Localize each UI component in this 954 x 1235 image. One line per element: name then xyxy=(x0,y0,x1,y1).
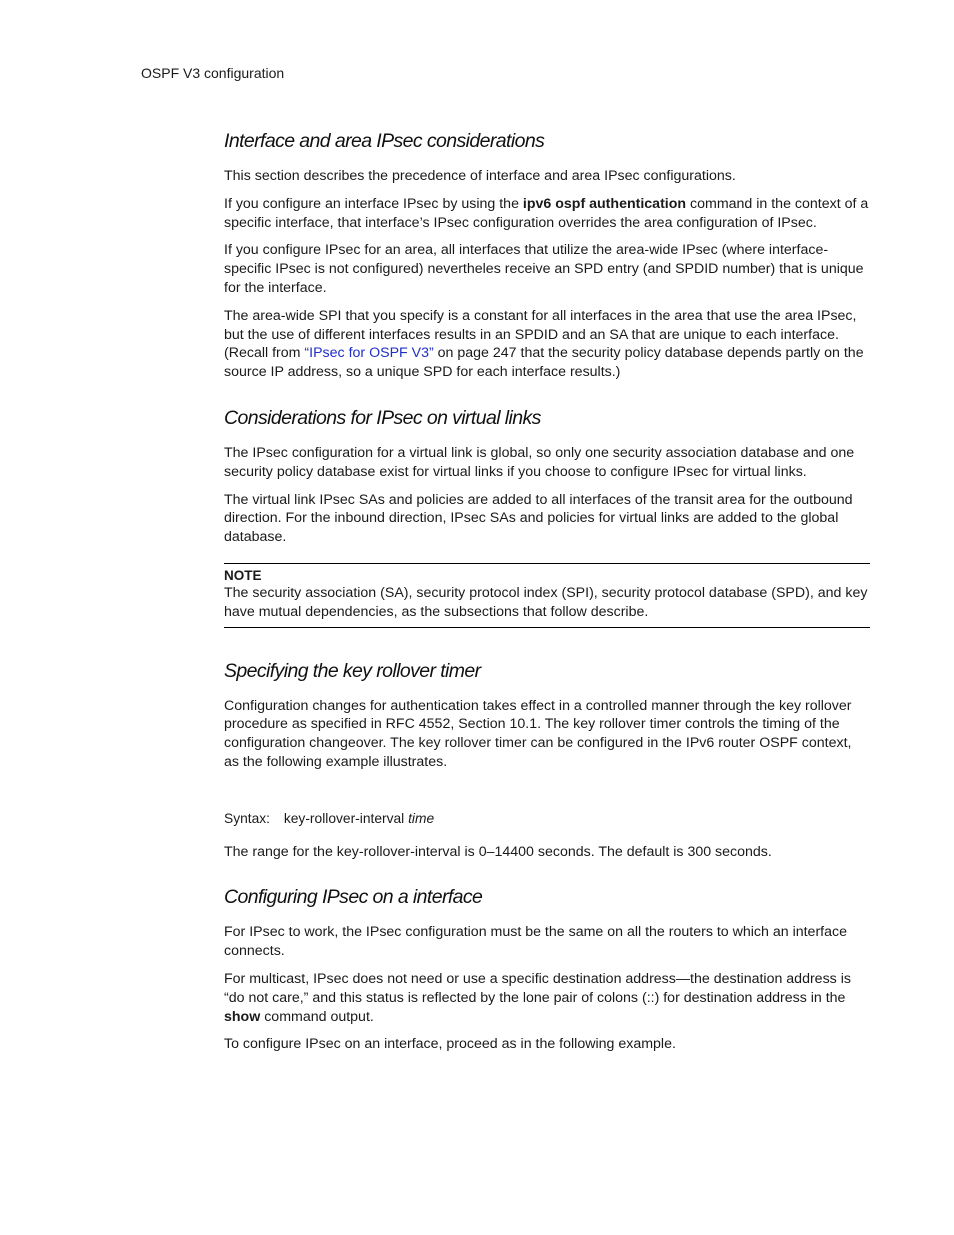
paragraph: To configure IPsec on an interface, proceed as in the following example. xyxy=(224,1036,676,1053)
text-run: The area-wide SPI that you specify is a constant for all interfaces in the area that use the area IPsec, but the use of different interfaces results in an SPDID and an SA that are unique to each interface. (Recall from xyxy=(224,307,857,362)
section-key-rollover-timer xyxy=(224,660,870,862)
syntax-label: Syntax: xyxy=(224,810,271,826)
paragraph: Configuration changes for authentication takes effect in a controlled manner through the key rollover procedure as specified in RFC 4552, Section 10.1. The key rollover timer controls the timing of the configuration changeover. The key rollover timer can be configured in the IPv6 router OSPF context, as the following example illustrates. xyxy=(224,697,852,770)
syntax-argument: time xyxy=(404,810,435,826)
syntax-command: key-rollover-interval xyxy=(283,810,405,826)
section-heading: Considerations for IPsec on virtual links xyxy=(224,406,541,429)
paragraph: For IPsec to work, the IPsec configuration must be the same on all the routers to which an interface connects. xyxy=(224,924,847,960)
paragraph xyxy=(224,307,870,382)
note-box xyxy=(224,563,870,628)
text-run: command in the context of a specific interface, that interface’s IPsec configuration overrides the area configuration of IPsec. xyxy=(224,195,869,231)
paragraph: The virtual link IPsec SAs and policies are added to all interfaces of the transit area for the outbound direction. For the inbound direction, IPsec SAs and policies for virtual links are added to the global database. xyxy=(224,491,853,546)
command-keyword: show xyxy=(224,1008,261,1025)
text-run: command output. xyxy=(260,1008,374,1025)
page-content xyxy=(224,130,870,1063)
paragraph: The IPsec configuration for a virtual link is global, so only one security association database and one security policy database exist for virtual links if you choose to configure IPsec for virtual links. xyxy=(224,444,855,480)
cross-reference-link[interactable]: “IPsec for OSPF V3” xyxy=(304,345,434,362)
text-run: If you configure an interface IPsec by using the xyxy=(224,195,523,212)
paragraph: The range for the key-rollover-interval is 0–14400 seconds. The default is 300 seconds. xyxy=(224,843,772,860)
note-label: NOTE xyxy=(224,567,262,583)
syntax-line xyxy=(224,810,870,829)
text-run: on page 247 that the security policy database depends partly on the source IP address, so a unique SPD for each interface results.) xyxy=(224,345,864,381)
paragraph: This section describes the precedence of interface and area IPsec configurations. xyxy=(224,168,736,184)
command-keyword: ipv6 ospf authentication xyxy=(522,195,687,212)
running-header: OSPF V3 configuration xyxy=(141,65,285,81)
section-configuring-ipsec-interface xyxy=(224,886,870,1054)
section-interface-area-ipsec xyxy=(224,130,870,382)
section-heading: Configuring IPsec on a interface xyxy=(224,886,483,909)
paragraph xyxy=(224,970,870,1026)
note-text: The security association (SA), security protocol index (SPI), security protocol database (SPD), and key have mutual dependencies, as the subsections that follow describe. xyxy=(224,584,868,620)
section-heading: Specifying the key rollover timer xyxy=(224,659,481,682)
section-virtual-links xyxy=(224,407,870,547)
section-heading: Interface and area IPsec considerations xyxy=(224,130,545,152)
text-run: For multicast, IPsec does not need or use a specific destination address—the destination address is “do not care,” and this status is reflected by the lone pair of colons (::) for destination address in the xyxy=(224,970,851,1006)
paragraph: If you configure IPsec for an area, all interfaces that utilize the area-wide IPsec (where interface-specific IPsec is not configured) nevertheles receive an SPD entry (and SPDID number) that is unique for the interface. xyxy=(224,242,864,296)
paragraph xyxy=(224,195,870,233)
